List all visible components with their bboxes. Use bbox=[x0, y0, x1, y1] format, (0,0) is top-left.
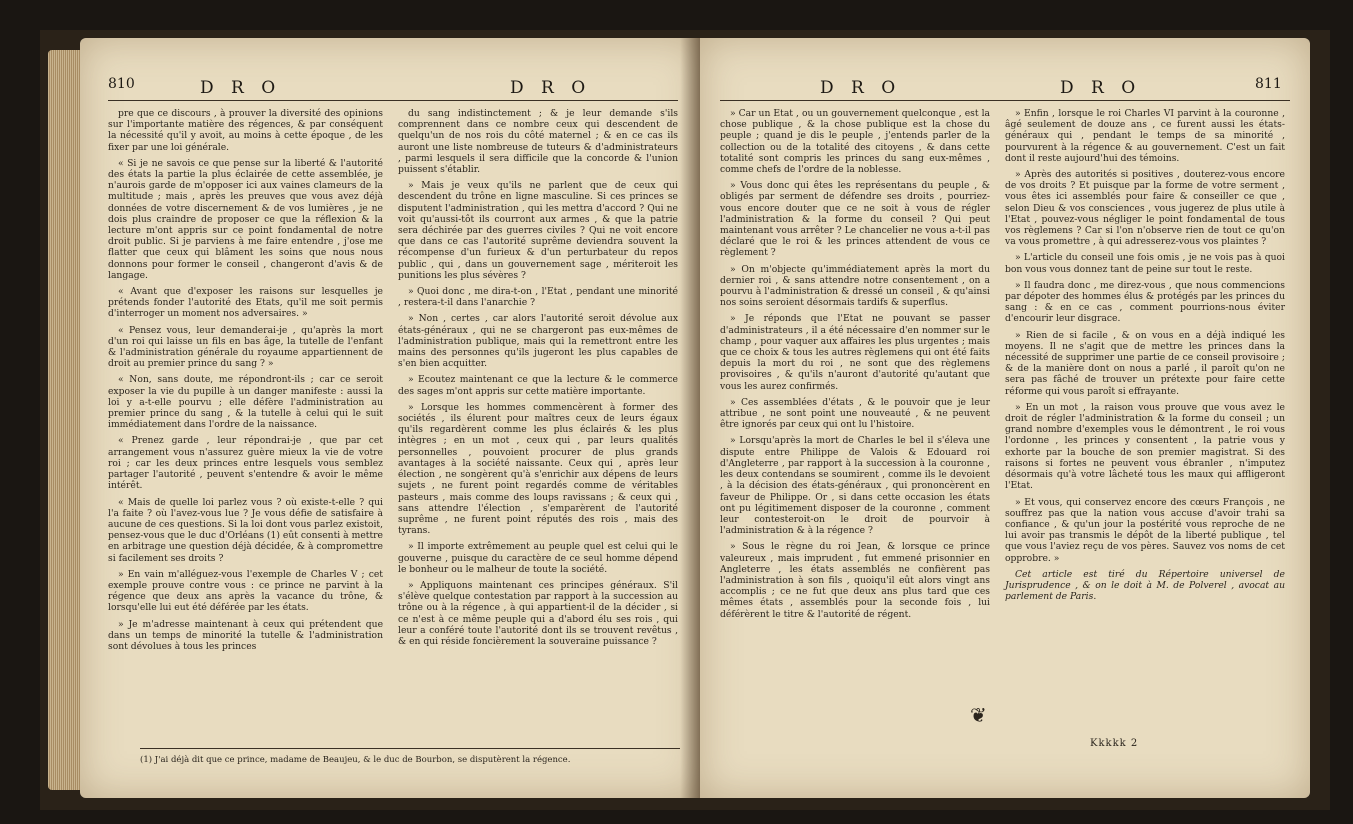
paragraph: » Enfin , lorsque le roi Charles VI parvint à la couronne , âgé seulement de douze ans , ce furent aussi les états-généraux qui , pendant le temps de sa minorité , pourvurent à la régence & au gouvernement. C'est un fait dont il reste aujourd'hui des témoins. bbox=[1005, 108, 1285, 164]
paragraph: » L'article du conseil une fois omis , je ne vois pas à quoi bon vous vous donnez tant de peine sur tout le reste. bbox=[1005, 252, 1285, 275]
running-head: D R O bbox=[510, 78, 592, 98]
signature-mark: Kkkkk 2 bbox=[1090, 738, 1139, 749]
left-page bbox=[80, 38, 700, 798]
text-column-right bbox=[1005, 108, 1285, 607]
running-head: D R O bbox=[1060, 78, 1142, 98]
paragraph: » En vain m'alléguez-vous l'exemple de Charles V ; cet exemple prouve contre vous : ce prince ne parvint à la régence que deux ans après la vacance du trône, & lorsqu'elle lui eut été déférée par les états. bbox=[108, 568, 383, 614]
paragraph: » On m'objecte qu'immédiatement après la mort du dernier roi , & sans attendre notre consentement , on a pourvu à l'administration & dressé un conseil , & qu'ainsi nos soins seroient désormais tardifs & superflus. bbox=[720, 263, 990, 309]
header-rule bbox=[108, 100, 678, 101]
paragraph: » Vous donc qui êtes les représentans du peuple , & obligés par serment de défendre ses droits , pourriez-vous encore douter que ce ne soit à vous de régler l'administration & la forme du conseil ? Qui peut maintenant vous arrêter ? Le chancelier ne vous a-t-il pas déclaré que le roi & les princes attendent de vous ce règlement ? bbox=[720, 180, 990, 259]
paragraph: » Sous le règne du roi Jean, & lorsque ce prince valeureux , mais imprudent , fut emmené prisonnier en Angleterre , les états assemblés ne confièrent pas l'administration à son fils , quoiqu'il eût alors vingt ans accomplis ; ce ne fut que deux ans plus tard que ces mêmes états , assemblés pour la seconde fois , lui déférèrent le titre & l'autorité de régent. bbox=[720, 541, 990, 620]
running-head: D R O bbox=[820, 78, 902, 98]
paragraph: » En un mot , la raison vous prouve que vous avez le droit de régler l'administration & la forme du conseil ; un grand nombre d'exemples vous le démontrent , le roi vous l'ordonne , les princes y consentent , la patrie vous y exhorte par la bouche de son premier magistrat. Si des raisons si fortes ne peuvent vous ébranler , n'imputez désormais qu'à votre lâcheté tous les maux qui affligeront l'Etat. bbox=[1005, 401, 1285, 492]
paragraph: « Pensez vous, leur demanderai-je , qu'après la mort d'un roi qui laisse un fils en bas âge, la tutelle de l'enfant & l'administration générale du royaume appartiennent de droit au premier prince du sang ? » bbox=[108, 324, 383, 370]
paragraph: » Rien de si facile , & on vous en a déjà indiqué les moyens. Il ne s'agit que de mettre les princes dans la nécessité de supprimer une partie de ce conseil provisoire ; & de la manière dont on nous a parlé , il paroît qu'on ne sera pas fâché de trouver un prétexte pour faire cette réforme qui vous paroît si effrayante. bbox=[1005, 329, 1285, 397]
header-rule bbox=[720, 100, 1290, 101]
paragraph: » Il faudra donc , me direz-vous , que nous commencions par dépoter des hommes élus & protégés par les princes du sang : & en ce cas , comment pourrions-nous éviter d'encourir leur disgrace. bbox=[1005, 279, 1285, 325]
paragraph: « Mais de quelle loi parlez vous ? où existe-t-elle ? qui l'a faite ? où l'avez-vous lue ? Je vous défie de satisfaire à aucune de ces questions. Si la loi dont vous parlez existoit, pensez-vous que le duc d'Orléans (1) eût consenti à mettre en arbitrage une question déjà décidée, & à compromettre si facilement ses droits ? bbox=[108, 496, 383, 564]
paragraph: » Il importe extrêmement au peuple quel est celui qui le gouverne , puisque du caractère de ce seul homme dépend le bonheur ou le malheur de toute la société. bbox=[398, 541, 678, 575]
paragraph: du sang indistinctement ; & je leur demande s'ils comprennent dans ce nombre ceux qui descendent de quelqu'un de nos rois du côté maternel ; & en ce cas ils auront une liste nombreuse de tuteurs & d'administrateurs , parmi lesquels il sera difficile que la concorde & l'union puissent s'établir. bbox=[398, 108, 678, 176]
paragraph: » Je réponds que l'Etat ne pouvant se passer d'administrateurs , il a été nécessaire d'en nommer sur le champ , pour vaquer aux affaires les plus urgentes ; mais que ce choix & tous les autres règlemens qui ont été faits depuis la mort du roi , ne sont que des règlemens provisoires , & qu'ils n'auront d'autorité qu'autant que vous les aurez confirmés. bbox=[720, 313, 990, 392]
text-column-right bbox=[398, 108, 678, 652]
right-page bbox=[700, 38, 1310, 798]
running-head: D R O bbox=[200, 78, 282, 98]
paragraph: » Et vous, qui conservez encore des cœurs François , ne souffrez pas que la nation vous accuse d'avoir trahi sa confiance , & qu'un jour la postérité vous reproche de ne lui avoir pas transmis le dépôt de la liberté publique , tel que vous l'aviez reçu de vos pères. Sauvez vos noms de cet opprobre. » bbox=[1005, 496, 1285, 564]
paragraph: » Ecoutez maintenant ce que la lecture & le commerce des sages m'ont appris sur cette matière importante. bbox=[398, 374, 678, 397]
paragraph: pre que ce discours , à prouver la diversité des opinions sur l'importante matière des régences, & par conséquent la nécessité qu'il y avoit, au moins à cette époque , de les fixer par une loi générale. bbox=[108, 108, 383, 153]
paragraph: « Prenez garde , leur répondrai-je , que par cet arrangement vous n'assurez guère mieux la vie de votre roi ; car les deux princes entre lesquels vous semblez partager l'autorité , peuvent s'entendre & avoir le même intérêt. bbox=[108, 435, 383, 492]
paragraph: » Ces assemblées d'états , & le pouvoir que je leur attribue , ne sont point une nouveauté , & ne peuvent être ignorés par ceux qui ont lu l'histoire. bbox=[720, 396, 990, 431]
paragraph: » Non , certes , car alors l'autorité seroit dévolue aux états-généraux , qui ne se chargeront pas eux-mêmes de l'administration publique, mais qui la remettront entre les mains des personnes qu'ils jugeront les plus capables de s'en bien acquitter. bbox=[398, 313, 678, 370]
paragraph: » Lorsque les hommes commencèrent à former des sociétés , ils élurent pour maîtres ceux de leurs égaux qu'ils regardèrent comme les plus éclairés & les plus intègres ; en un mot , ceux qui , par leurs qualités personnelles , pouvoient procurer de plus grands avantages à la société naissante. Ceux qui , après leur élection , ne songèrent qu'à s'enrichir aux dépens de leurs sujets , ne furent point regardés comme de véritables pasteurs , mais comme des loups ravissans ; & ceux qui , sans attendre l'élection , s'emparèrent de l'autorité suprême , ne furent point réputés des rois , mais des tyrans. bbox=[398, 401, 678, 537]
paragraph: » Appliquons maintenant ces principes généraux. S'il s'élève quelque contestation par rapport à la succession au trône ou à la régence , à qui appartient-il de la décider , si ce n'est à ce même peuple qui a d'abord élu ses rois , qui leur a conféré toute l'autorité dont ils se trouvent revêtus , & en qui réside foncièrement la souveraine puissance ? bbox=[398, 579, 678, 647]
paragraph: « Avant que d'exposer les raisons sur lesquelles je prétends fonder l'autorité des Etats, qu'il me soit permis d'interroger un moment nos adversaires. » bbox=[108, 286, 383, 320]
text-column-left bbox=[108, 108, 383, 657]
paragraph: » Quoi donc , me dira-t-on , l'Etat , pendant une minorité , restera-t-il dans l'anarchie ? bbox=[398, 286, 678, 309]
book-spread bbox=[40, 30, 1330, 810]
paragraph: « Non, sans doute, me répondront-ils ; car ce seroit exposer la vie du pupille à un danger manifeste : aussi la loi y a-t-elle pourvu ; elle défère l'administration au premier prince du sang , & la tutelle à celui qui le suit immédiatement dans l'ordre de la naissance. bbox=[108, 374, 383, 431]
paragraph: » Lorsqu'après la mort de Charles le bel il s'éleva une dispute entre Philippe de Valois & Edouard roi d'Angleterre , par rapport à la succession à la couronne , les deux contendans se soumirent , comme ils le devoient , à la décision des états-généraux , qui prononcèrent en faveur de Philippe. Or , si dans cette occasion les états ont pu légitimement disposer de la couronne , comment leur contesteroit-on le droit de pourvoir à l'administration & à la régence ? bbox=[720, 435, 990, 537]
paragraph: Cet article est tiré du Répertoire universel de Jurisprudence , & on le doit à M. de Polverel , avocat au parlement de Paris. bbox=[1005, 568, 1285, 603]
paragraph: » Après des autorités si positives , douterez-vous encore de vos droits ? Et puisque par la forme de votre serment , vous êtes ici assemblés pour faire & conseiller ce que , selon Dieu & vos consciences , vous jugerez de plus utile à l'Etat , pouvez-vous négliger le point fondamental de tous vos règlemens ? Car si l'on n'observe rien de tout ce qu'on va vous promettre , à qui adresserez-vous vos plaintes ? bbox=[1005, 169, 1285, 248]
paragraph: » Mais je veux qu'ils ne parlent que de ceux qui descendent du trône en ligne masculine. Si ces princes se disputent l'administration , qui les mettra d'accord ? Qui ne voit qu'aussi-tôt ils courront aux armes , & que la patrie sera déchirée par des guerres civiles ? Qui ne voit encore que dans ce cas l'autorité suprême deviendra souvent la récompense d'un furieux & d'un perturbateur du repos public , qui , dans un gouvernement sage , mériteroit les punitions les plus sévères ? bbox=[398, 180, 678, 281]
footnote: (1) J'ai déjà dit que ce prince, madame de Beaujeu, & le duc de Bourbon, se disputèrent la régence. bbox=[140, 748, 680, 765]
page-number: 810 bbox=[108, 76, 135, 92]
paragraph: « Si je ne savois ce que pense sur la liberté & l'autorité des états la partie la plus éclairée de cette assemblée, je n'aurois garde de m'opposer ici aux vaines clameurs de la multitude ; mais , après les preuves que vous avez déjà données de votre discernement & de vos lumières , je ne dois plus craindre de proposer ce que la réflexion & la lecture m'ont appris sur ce point fondamental de notre droit public. Si je parviens à me faire entendre , j'ose me flatter que ceux qui blâment les soins que nous nous donnons pour former le conseil , changeront d'avis & de langage. bbox=[108, 157, 383, 281]
page-edges bbox=[48, 50, 84, 790]
ornament: ❦ bbox=[970, 703, 987, 727]
paragraph: » Je m'adresse maintenant à ceux qui prétendent que dans un temps de minorité la tutelle & l'administration sont dévolues à tous les princes bbox=[108, 618, 383, 652]
text-column-left bbox=[720, 108, 990, 625]
paragraph: » Car un Etat , ou un gouvernement quelconque , est la chose publique , & la chose publique est la chose du peuple ; quand je dis le peuple , j'entends parler de la collection ou de la totalité des citoyens , & dans cette totalité sont compris les princes du sang eux-mêmes , comme chefs de l'ordre de la noblesse. bbox=[720, 108, 990, 176]
page-number: 811 bbox=[1255, 76, 1282, 92]
